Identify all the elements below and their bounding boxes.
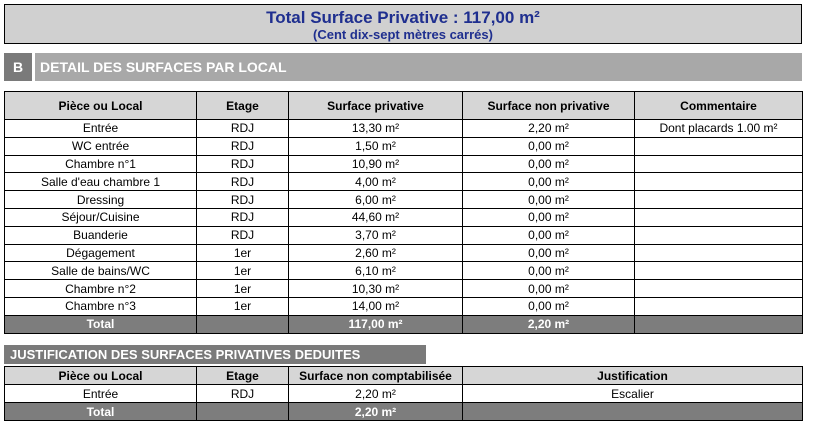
table-cell [635,226,803,244]
table-cell: 0,00 m² [463,226,635,244]
table-cell: 44,60 m² [289,208,463,226]
column-header: Justification [463,367,803,385]
table-cell: 10,30 m² [289,280,463,298]
table-cell [635,137,803,155]
table-header-row [5,92,803,120]
section-title: DETAIL DES SURFACES PAR LOCAL [40,59,287,75]
table-cell: 1er [197,297,289,315]
justification-section-header: JUSTIFICATION DES SURFACES PRIVATIVES DEDUITES [4,345,426,364]
table-cell: RDJ [197,191,289,209]
table-cell: RDJ [197,385,289,403]
total-surface-title: Total Surface Privative : 117,00 m² [266,8,540,27]
table-cell [635,155,803,173]
table-cell: 0,00 m² [463,208,635,226]
table-row [5,208,803,226]
table-cell: 2,20 m² [289,385,463,403]
section-separator [32,53,35,81]
total-cell: Total [5,315,197,333]
table-cell: RDJ [197,173,289,191]
total-surface-subtitle: (Cent dix-sept mètres carrés) [313,27,493,42]
column-header: Etage [197,92,289,120]
table-cell: RDJ [197,137,289,155]
table-cell: RDJ [197,155,289,173]
total-cell: 2,20 m² [289,403,463,421]
table-cell: 1er [197,262,289,280]
table-row [5,155,803,173]
table-row [5,173,803,191]
total-cell [463,403,803,421]
table-row [5,137,803,155]
table-cell: 0,00 m² [463,280,635,298]
table-cell [635,191,803,209]
table-header-row [5,367,803,385]
table-cell: Dont placards 1.00 m² [635,120,803,138]
table-cell: 0,00 m² [463,137,635,155]
total-cell: 117,00 m² [289,315,463,333]
table-cell: RDJ [197,120,289,138]
table-cell: Dressing [5,191,197,209]
table-cell [635,280,803,298]
table-row [5,191,803,209]
table-cell: 14,00 m² [289,297,463,315]
table-cell: Dégagement [5,244,197,262]
section-b-header [4,53,802,81]
table-cell [635,262,803,280]
justification-table [4,366,803,421]
total-cell [197,315,289,333]
table-row [5,226,803,244]
table-cell: 10,90 m² [289,155,463,173]
table-cell: 1,50 m² [289,137,463,155]
table-cell: 0,00 m² [463,173,635,191]
total-row [5,315,803,333]
table-cell: Salle de bains/WC [5,262,197,280]
table-cell: 0,00 m² [463,191,635,209]
column-header: Surface non comptabilisée [289,367,463,385]
total-cell: 2,20 m² [463,315,635,333]
table-cell [635,297,803,315]
table-cell: 2,60 m² [289,244,463,262]
table-row [5,280,803,298]
table-cell: 1er [197,244,289,262]
column-header: Etage [197,367,289,385]
section-letter: B [4,53,32,81]
table-cell: Chambre n°3 [5,297,197,315]
table-cell: 6,00 m² [289,191,463,209]
table-cell: 0,00 m² [463,297,635,315]
table-row [5,262,803,280]
table-cell: Chambre n°1 [5,155,197,173]
table-cell: 3,70 m² [289,226,463,244]
table-cell: WC entrée [5,137,197,155]
table-cell: Chambre n°2 [5,280,197,298]
table-cell: Entrée [5,120,197,138]
column-header: Pièce ou Local [5,367,197,385]
table-cell [635,173,803,191]
total-cell [635,315,803,333]
table-row [5,120,803,138]
column-header: Surface non privative [463,92,635,120]
total-cell: Total [5,403,197,421]
column-header: Pièce ou Local [5,92,197,120]
table-cell: RDJ [197,208,289,226]
total-row [5,403,803,421]
table-cell: Séjour/Cuisine [5,208,197,226]
total-cell [197,403,289,421]
table-cell: 2,20 m² [463,120,635,138]
table-cell: Escalier [463,385,803,403]
column-header: Commentaire [635,92,803,120]
surfaces-table [4,91,803,334]
table-cell: 1er [197,280,289,298]
table-cell: RDJ [197,226,289,244]
table-cell: 4,00 m² [289,173,463,191]
table-cell: Salle d'eau chambre 1 [5,173,197,191]
table-row [5,385,803,403]
total-surface-box [4,4,802,44]
table-cell: 0,00 m² [463,155,635,173]
table-cell: 6,10 m² [289,262,463,280]
table-row [5,297,803,315]
table-cell: 0,00 m² [463,262,635,280]
table-cell: 0,00 m² [463,244,635,262]
table-row [5,244,803,262]
table-cell: Buanderie [5,226,197,244]
table-cell: 13,30 m² [289,120,463,138]
table-cell: Entrée [5,385,197,403]
table-cell [635,244,803,262]
table-cell [635,208,803,226]
column-header: Surface privative [289,92,463,120]
